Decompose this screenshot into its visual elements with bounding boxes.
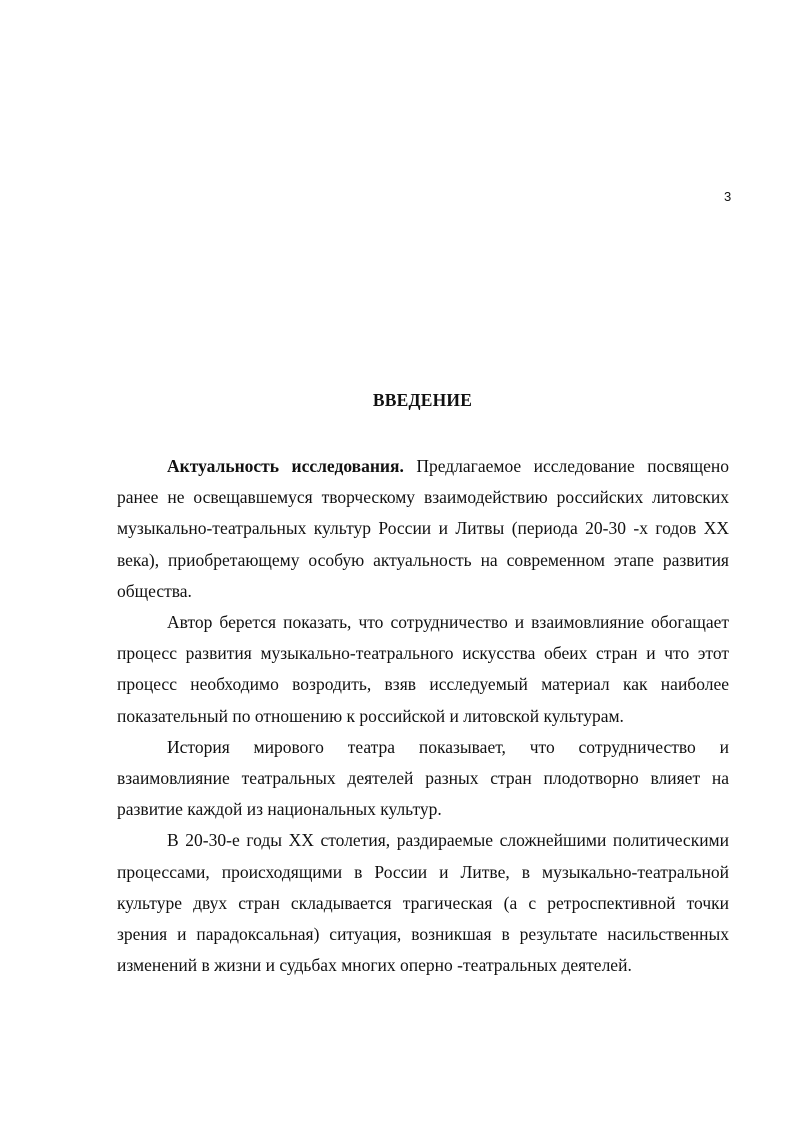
paragraph — [117, 732, 729, 826]
paragraph — [117, 825, 729, 981]
paragraph — [117, 451, 729, 607]
page-number: 3 — [724, 189, 732, 204]
paragraph — [117, 607, 729, 732]
paragraph-text: В 20-30-е годы XX столетия, раздираемые сложнейшими политическими процессами, происходящими в России и Литве, в музыкально-театральной культуре двух стран складывается трагическая (а с ретроспективной точки зрения и парадоксальная) ситуация, возникшая в результате насильственных изменений в жизни и судьбах многих оперно -театральных деятелей. — [117, 830, 729, 976]
paragraph-lead: Актуальность исследования. — [167, 456, 404, 476]
paragraph-text: Автор берется показать, что сотрудничество и взаимовлияние обогащает процесс развития музыкально-театрального искусства обеих стран и что этот процесс необходимо возродить, взяв исследуемый материал как наиболее показательный по отношению к российской и литовской культурам. — [117, 612, 729, 726]
body-text — [117, 451, 729, 981]
paragraph-text: Предлагаемое исследование посвящено ранее не освещавшемуся творческому взаимодействию российских литовских музыкально-театральных культур России и Литвы (периода 20-30 -х годов XX века), приобретающему особую актуальность на современном этапе развития общества. — [117, 456, 729, 601]
paragraph-text: История мирового театра показывает, что сотрудничество и взаимовлияние театральных деятелей разных стран плодотворно влияет на развитие каждой из национальных культур. — [117, 736, 729, 820]
section-heading: ВВЕДЕНИЕ — [372, 390, 473, 410]
